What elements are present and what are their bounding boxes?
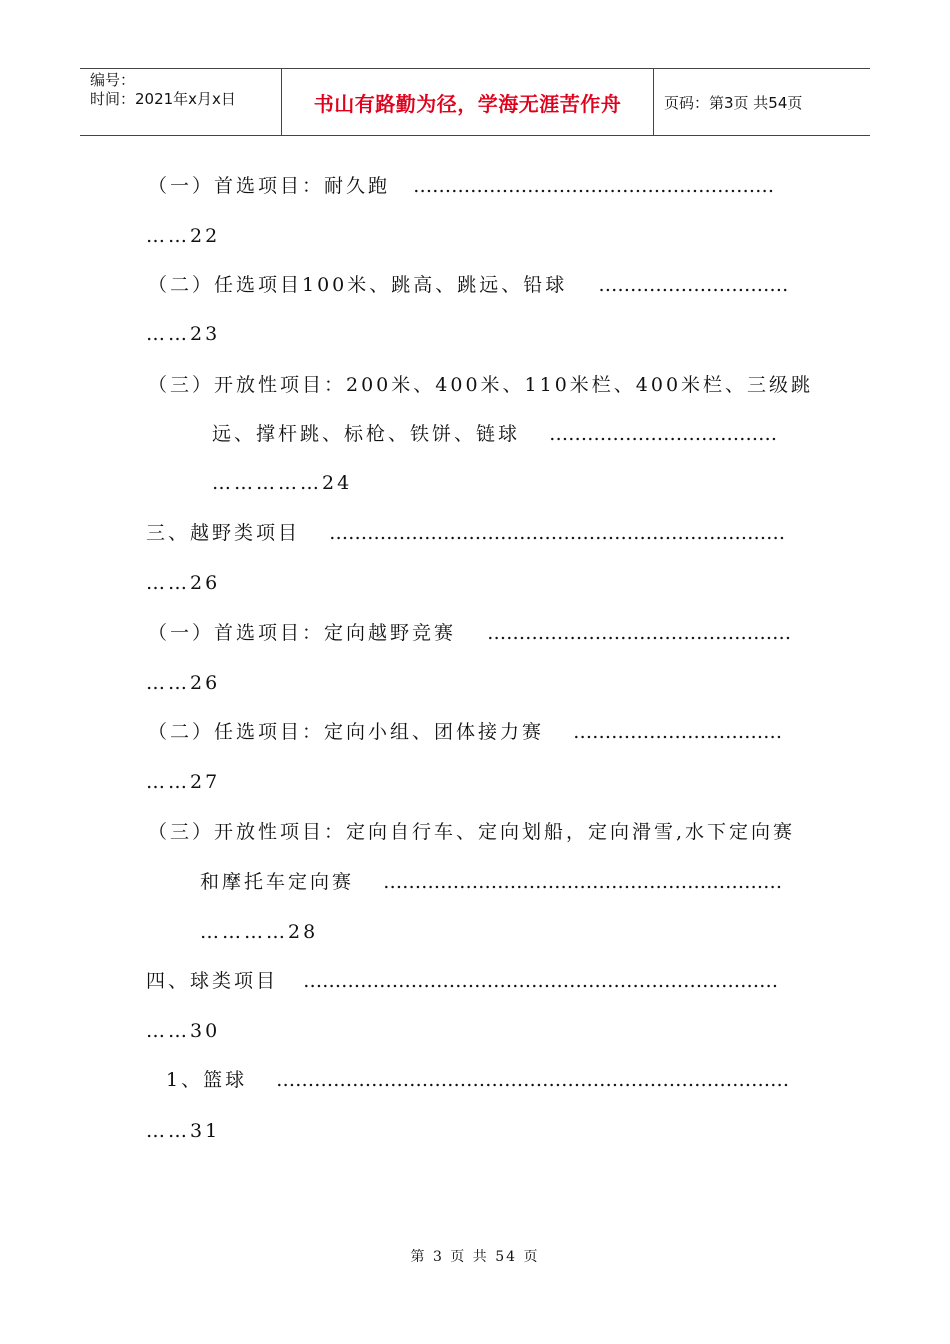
header-page-label: 页码：第3页 共54页 [664, 93, 803, 112]
toc-entry-page: ……30 [146, 1020, 221, 1042]
document-date-label: 时间：2021年x月x日 [90, 90, 236, 108]
toc-entry[interactable] [148, 174, 774, 198]
toc-entry-continuation [212, 422, 777, 446]
toc-entry-title: （二）任选项目：定向小组、团体接力赛 [148, 721, 545, 743]
toc-entry[interactable] [148, 273, 788, 297]
toc-entry[interactable] [166, 1068, 789, 1092]
toc-dot-leader: ……………………………… [549, 423, 778, 445]
toc-entry-page: …………28 [200, 921, 319, 943]
toc-dot-leader: ………………………… [598, 274, 789, 296]
toc-entry-title-cont: 和摩托车定向赛 [200, 871, 355, 893]
page-header [80, 68, 870, 136]
toc-entry[interactable] [148, 820, 795, 844]
toc-entry-page: ……22 [146, 225, 221, 247]
toc-entry-title: 三、越野类项目 [146, 522, 301, 544]
toc-dot-leader: ……………………………………………………………………… [276, 1069, 790, 1091]
header-meta [80, 69, 282, 135]
toc-entry-page: ……26 [146, 572, 221, 594]
toc-entry-title: （三）开放性项目：定向自行车、定向划船，定向滑雪,水下定向赛 [148, 821, 796, 843]
toc-dot-leader: ……………………………………………………………… [329, 522, 786, 544]
toc-entry-page: ……26 [146, 672, 221, 694]
toc-entry[interactable] [146, 521, 785, 545]
toc-entry-page: ……31 [146, 1120, 221, 1142]
toc-entry-page: ……27 [146, 771, 221, 793]
toc-dot-leader: ………………………………………………………………… [303, 970, 779, 992]
page-footer: 第 3 页 共 54 页 [410, 1249, 540, 1265]
toc-entry-title: （一）首选项目：定向越野竞赛 [148, 622, 457, 644]
toc-entry-title: 1、篮球 [166, 1069, 248, 1091]
toc-entry-continuation [200, 870, 782, 894]
document-number-label: 编号： [90, 71, 136, 89]
toc-entry-page: ……………24 [212, 472, 353, 494]
toc-dot-leader: ……………………………………………………… [383, 871, 783, 893]
toc-entry[interactable] [148, 621, 791, 645]
toc-entry-title: （三）开放性项目：200米、400米、110米栏、400米栏、三级跳 [148, 374, 814, 396]
toc-entry-title-cont: 远、撑杆跳、标枪、铁饼、链球 [212, 423, 521, 445]
toc-entry-title: （一）首选项目：耐久跑 [148, 175, 391, 197]
toc-entry[interactable] [148, 720, 782, 744]
toc-dot-leader: …………………………… [573, 721, 783, 743]
header-motto: 书山有路勤为径，学海无涯苦作舟 [282, 69, 654, 135]
toc-dot-leader: ………………………………………… [487, 622, 792, 644]
toc-entry[interactable] [148, 373, 813, 397]
toc-entry-title: （二）任选项目100米、跳高、跳远、铅球 [148, 274, 568, 296]
toc-entry-title: 四、球类项目 [146, 970, 279, 992]
toc-entry-page: ……23 [146, 323, 221, 345]
toc-entry[interactable] [146, 969, 778, 993]
toc-dot-leader: ………………………………………………… [413, 175, 775, 197]
